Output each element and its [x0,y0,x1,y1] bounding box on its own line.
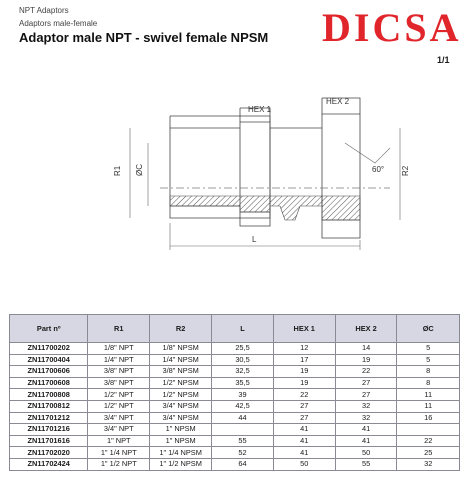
col-header: HEX 1 [273,315,335,343]
part-number-cell: ZN11700608 [10,377,88,389]
table-cell: 32 [397,458,460,470]
table-cell: 1/8" NPT [88,343,150,355]
table-cell: 22 [397,435,460,447]
table-cell: 3/4" NPT [88,412,150,424]
table-cell: 3/8" NPSM [150,366,212,378]
part-number-cell: ZN11701216 [10,424,88,436]
table-cell: 3/8" NPT [88,366,150,378]
table-cell: 5 [397,354,460,366]
table-cell: 3/4" NPT [88,424,150,436]
table-cell: 30,5 [212,354,274,366]
table-cell: 41 [273,447,335,459]
col-header: HEX 2 [335,315,397,343]
table-cell: 1/4" NPSM [150,354,212,366]
col-header: Part nº [10,315,88,343]
col-header: R1 [88,315,150,343]
col-header: L [212,315,274,343]
table-cell: 16 [397,412,460,424]
table-cell: 14 [335,343,397,355]
table-cell: 42,5 [212,400,274,412]
table-cell: 55 [335,458,397,470]
table-cell: 41 [335,424,397,436]
table-cell: 52 [212,447,274,459]
table-row [10,354,460,366]
technical-drawing [90,88,415,268]
part-number-cell: ZN11700606 [10,366,88,378]
table-header-row [10,315,460,343]
table-cell: 1" 1/2 NPT [88,458,150,470]
table-row [10,389,460,401]
table-row [10,412,460,424]
table-cell: 27 [273,400,335,412]
table-cell: 1/4" NPT [88,354,150,366]
angle-label: 60° [372,165,385,174]
table-cell: 32,5 [212,366,274,378]
part-number-cell: ZN11700202 [10,343,88,355]
table-row [10,424,460,436]
table-cell: 1/2" NPSM [150,377,212,389]
table-cell: 3/4" NPSM [150,400,212,412]
table-cell: 8 [397,377,460,389]
table-cell: 50 [273,458,335,470]
table-cell: 32 [335,412,397,424]
table-row [10,447,460,459]
table-body [10,343,460,471]
part-number-cell: ZN11700404 [10,354,88,366]
table-cell: 39 [212,389,274,401]
table-cell: 1/2" NPT [88,400,150,412]
table-cell: 41 [273,424,335,436]
table-cell: 1" NPT [88,435,150,447]
table-cell: 41 [335,435,397,447]
header-subcategory: Adaptors male-female [19,19,98,28]
part-number-cell: ZN11702020 [10,447,88,459]
table-cell: 19 [273,377,335,389]
table-cell: 1" NPSM [150,424,212,436]
table-cell: 3/4" NPSM [150,412,212,424]
table-cell: 27 [335,389,397,401]
table-cell: 1/8" NPSM [150,343,212,355]
table-cell: 1" 1/4 NPT [88,447,150,459]
part-number-cell: ZN11701212 [10,412,88,424]
page-number: 1/1 [437,55,450,65]
table-cell: 27 [273,412,335,424]
table-cell: 12 [273,343,335,355]
table-cell: 41 [273,435,335,447]
col-header: ØC [397,315,460,343]
hex2-label: HEX 2 [326,97,350,106]
table-cell: 17 [273,354,335,366]
table-cell: 1" 1/4 NPSM [150,447,212,459]
table-cell: 35,5 [212,377,274,389]
table-row [10,435,460,447]
part-number-cell: ZN11700808 [10,389,88,401]
table-cell: 1/2" NPT [88,389,150,401]
specs-table [9,314,460,471]
table-cell: 25,5 [212,343,274,355]
brand-logo: DICSA [322,5,462,50]
table-cell: 3/8" NPT [88,377,150,389]
table-cell: 19 [335,354,397,366]
table-cell: 5 [397,343,460,355]
table-row [10,400,460,412]
table-cell: 50 [335,447,397,459]
table-cell: 25 [397,447,460,459]
table-cell: 44 [212,412,274,424]
page-title: Adaptor male NPT - swivel female NPSM [19,30,269,45]
table-cell [212,424,274,436]
hex1-label: HEX 1 [248,105,272,114]
table-cell: 1" NPSM [150,435,212,447]
table-cell: 22 [273,389,335,401]
r1-label: R1 [113,165,122,176]
r2-label: R2 [401,165,410,176]
table-row [10,366,460,378]
table-cell: 27 [335,377,397,389]
part-number-cell: ZN11701616 [10,435,88,447]
part-number-cell: ZN11702424 [10,458,88,470]
table-cell: 32 [335,400,397,412]
table-cell [397,424,460,436]
table-cell: 1" 1/2 NPSM [150,458,212,470]
table-cell: 11 [397,389,460,401]
table-cell: 11 [397,400,460,412]
section-hatch [170,196,360,220]
table-cell: 8 [397,366,460,378]
l-label: L [252,235,257,244]
part-number-cell: ZN11700812 [10,400,88,412]
table-cell: 1/2" NPSM [150,389,212,401]
table-cell: 55 [212,435,274,447]
table-cell: 19 [273,366,335,378]
table-row [10,377,460,389]
table-row [10,343,460,355]
table-cell: 22 [335,366,397,378]
header-category: NPT Adaptors [19,6,69,15]
dc-label: ØC [135,164,144,176]
table-row [10,458,460,470]
col-header: R2 [150,315,212,343]
table-cell: 64 [212,458,274,470]
